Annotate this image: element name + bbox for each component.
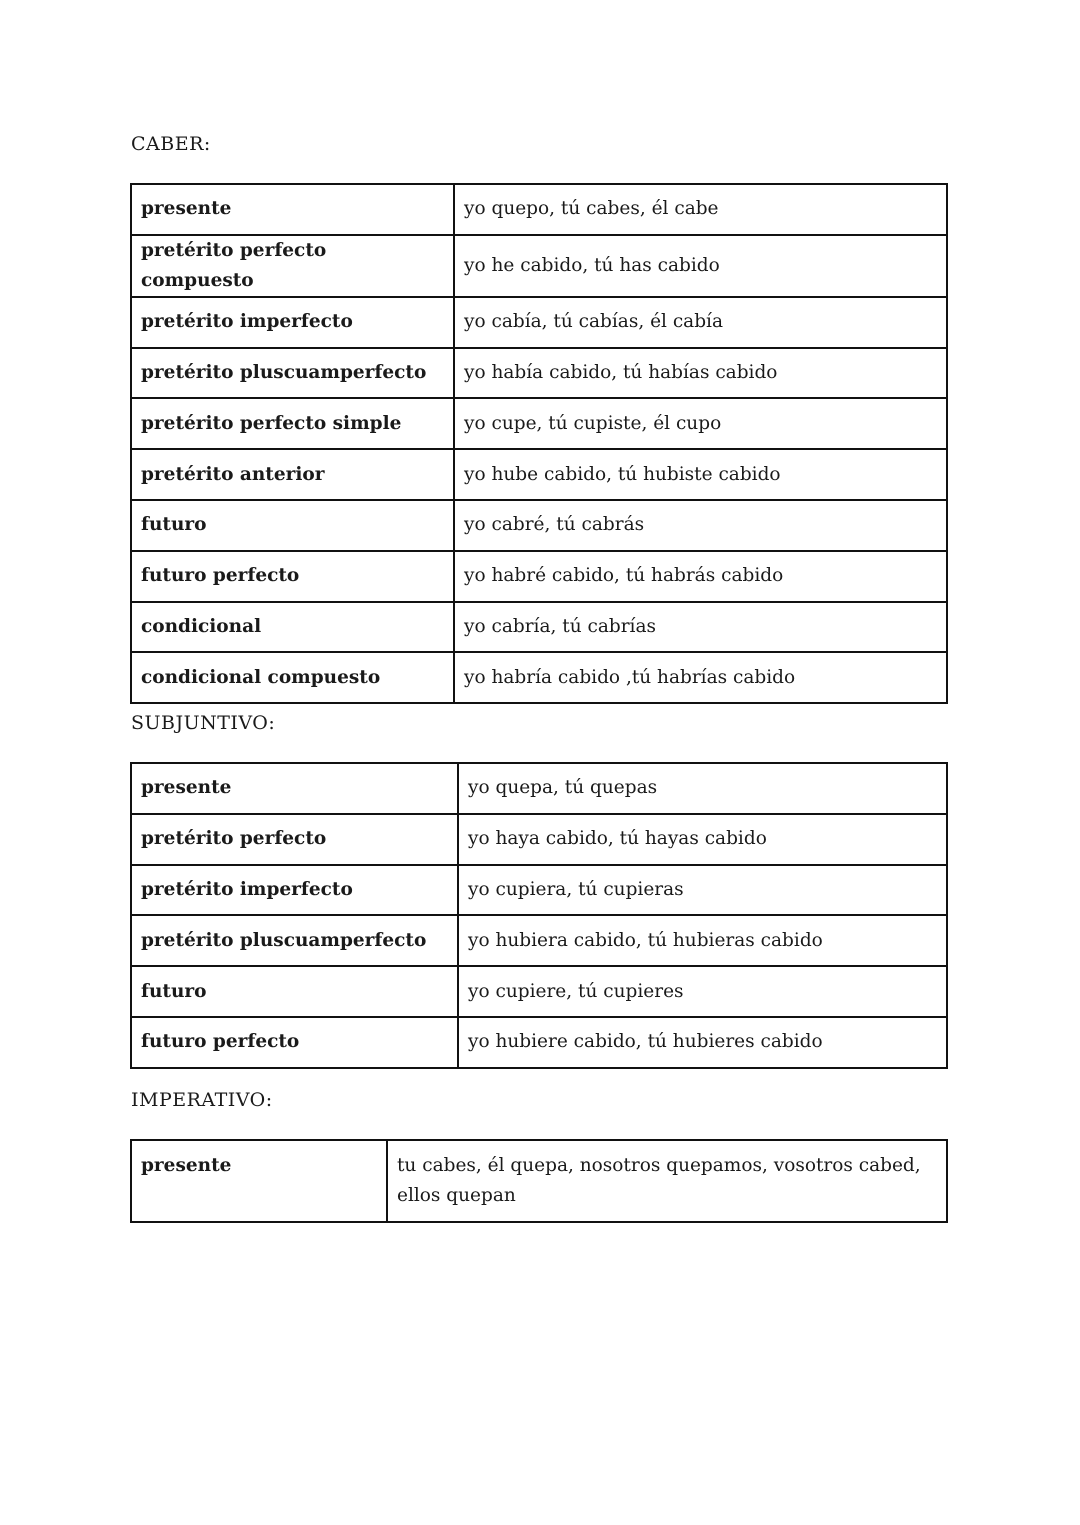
tense-cell: pretérito anterior [131, 449, 454, 500]
tense-cell: pretérito perfecto simple [131, 398, 454, 449]
forms-cell: yo he cabido, tú has cabido [454, 235, 947, 297]
table-row [131, 297, 947, 348]
forms-cell: yo haya cabido, tú hayas cabido [458, 814, 947, 865]
tense-cell: futuro perfecto [131, 551, 454, 602]
forms-cell: yo cupe, tú cupiste, él cupo [454, 398, 947, 449]
tense-cell: condicional compuesto [131, 652, 454, 703]
tense-cell: pretérito imperfecto [131, 865, 458, 916]
section-heading-caber: CABER: [131, 133, 211, 155]
table-row [131, 652, 947, 703]
tense-cell: presente [131, 763, 458, 814]
table-row [131, 449, 947, 500]
table-row [131, 1017, 947, 1068]
forms-cell: yo había cabido, tú habías cabido [454, 348, 947, 399]
table-row [131, 184, 947, 235]
forms-cell: yo cabré, tú cabrás [454, 500, 947, 551]
forms-cell: yo hube cabido, tú hubiste cabido [454, 449, 947, 500]
forms-cell: tu cabes, él quepa, nosotros quepamos, vosotros cabed, ellos quepan [387, 1140, 947, 1222]
conjugation-table-subjuntivo [130, 762, 948, 1069]
table-row [131, 398, 947, 449]
tense-cell: presente [131, 1140, 387, 1222]
forms-cell: yo habría cabido ,tú habrías cabido [454, 652, 947, 703]
table-row [131, 500, 947, 551]
table-row [131, 1140, 947, 1222]
forms-cell: yo quepa, tú quepas [458, 763, 947, 814]
conjugation-table-indicativo [130, 183, 948, 704]
table-row [131, 915, 947, 966]
table-row [131, 235, 947, 297]
tense-cell: pretérito perfecto compuesto [131, 235, 454, 297]
forms-cell: yo hubiere cabido, tú hubieres cabido [458, 1017, 947, 1068]
tense-cell: pretérito pluscuamperfecto [131, 348, 454, 399]
tense-cell: futuro [131, 966, 458, 1017]
forms-cell: yo habré cabido, tú habrás cabido [454, 551, 947, 602]
tense-cell: condicional [131, 602, 454, 653]
conjugation-table-imperativo [130, 1139, 948, 1223]
section-heading-subjuntivo: SUBJUNTIVO: [131, 712, 276, 734]
table-row [131, 602, 947, 653]
forms-cell: yo cupiere, tú cupieres [458, 966, 947, 1017]
tense-cell: pretérito imperfecto [131, 297, 454, 348]
forms-cell: yo quepo, tú cabes, él cabe [454, 184, 947, 235]
tense-cell: presente [131, 184, 454, 235]
forms-cell: yo hubiera cabido, tú hubieras cabido [458, 915, 947, 966]
tense-cell: pretérito pluscuamperfecto [131, 915, 458, 966]
section-heading-imperativo: IMPERATIVO: [131, 1089, 273, 1111]
table-row [131, 865, 947, 916]
table-row [131, 348, 947, 399]
tense-cell: pretérito perfecto [131, 814, 458, 865]
tense-cell: futuro perfecto [131, 1017, 458, 1068]
table-row [131, 551, 947, 602]
forms-cell: yo cabía, tú cabías, él cabía [454, 297, 947, 348]
forms-cell: yo cupiera, tú cupieras [458, 865, 947, 916]
table-row [131, 814, 947, 865]
tense-cell: futuro [131, 500, 454, 551]
forms-cell: yo cabría, tú cabrías [454, 602, 947, 653]
table-row [131, 966, 947, 1017]
table-row [131, 763, 947, 814]
